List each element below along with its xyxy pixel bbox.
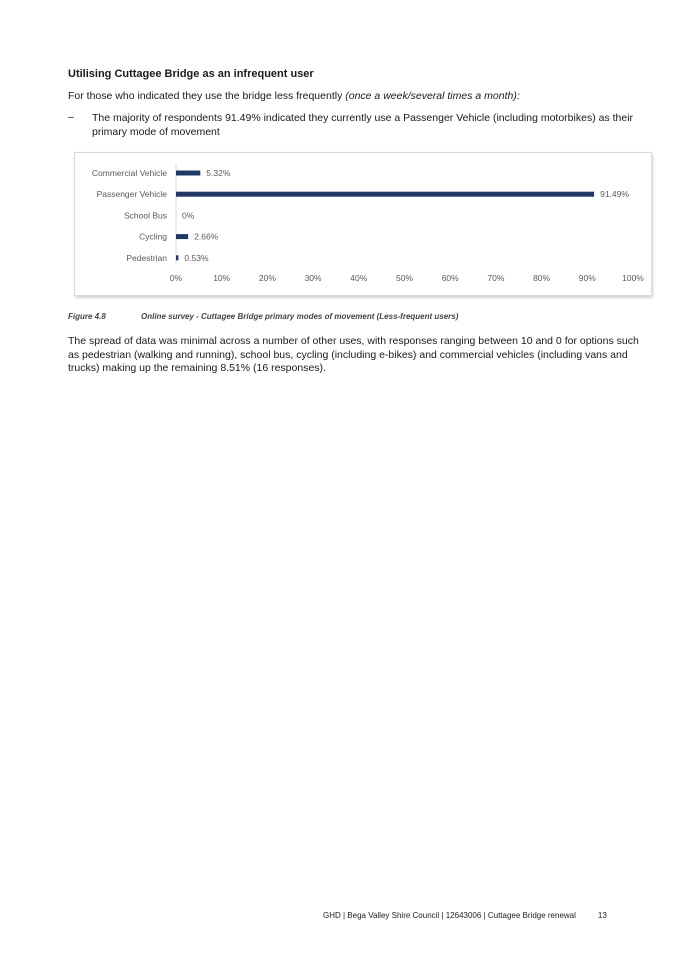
x-tick-label: 10%	[213, 273, 231, 283]
category-label: Pedestrian	[126, 252, 167, 263]
x-tick-label: 40%	[350, 273, 368, 283]
bar-chart	[74, 152, 652, 296]
figure-caption	[68, 312, 458, 321]
data-label: 5.32%	[206, 168, 231, 178]
x-tick-label: 90%	[578, 273, 596, 283]
bullet-marker: –	[68, 111, 74, 123]
body-paragraph: The spread of data was minimal across a number of other uses, with responses ranging between 10 and 0 for options such as pedestrian (walking and running), school bus, cycling (including e-bikes) and commercial vehicles (including vans and trucks) making up the remaining 8.51% (16 responses).	[68, 335, 639, 374]
chart-svg	[75, 153, 651, 295]
x-tick-label: 50%	[395, 273, 414, 283]
x-tick-label: 80%	[533, 273, 551, 283]
intro-paragraph	[68, 90, 520, 102]
x-tick-label: 60%	[441, 273, 459, 283]
category-label: School Bus	[124, 210, 167, 221]
bar	[176, 171, 200, 176]
x-tick-label: 100%	[622, 273, 644, 283]
figure-number: Figure 4.8	[68, 312, 106, 321]
intro-text: For those who indicated they use the bridge less frequently	[68, 90, 346, 102]
x-tick-label: 70%	[487, 273, 505, 283]
category-label: Commercial Vehicle	[91, 168, 167, 178]
data-label: 2.66%	[194, 231, 219, 242]
data-label: 91.49%	[600, 189, 629, 200]
bar	[176, 234, 188, 239]
data-label: 0.53%	[184, 252, 209, 263]
bullet-text: The majority of respondents 91.49% indicated they currently use a Passenger Vehicle (including motorbikes) as their primary mode of movement	[92, 112, 634, 138]
figure-caption-text: Online survey - Cuttagee Bridge primary modes of movement (Less-frequent users)	[141, 312, 459, 321]
data-label: 0%	[182, 210, 195, 221]
page-number: 13	[597, 911, 607, 920]
category-label: Cycling	[139, 231, 167, 242]
x-tick-label: 30%	[304, 273, 322, 283]
bar	[176, 255, 178, 260]
intro-emphasis: (once a week/several times a month):	[345, 90, 520, 102]
x-tick-label: 20%	[258, 273, 276, 283]
section-heading: Utilising Cuttagee Bridge as an infrequent user	[68, 68, 314, 80]
category-label: Passenger Vehicle	[96, 189, 167, 200]
page-footer	[323, 911, 607, 920]
x-tick-label: 0%	[169, 273, 183, 283]
bar	[176, 192, 594, 197]
footer-text: GHD | Bega Valley Shire Council | 12643006 | Cuttagee Bridge renewal	[323, 911, 576, 920]
